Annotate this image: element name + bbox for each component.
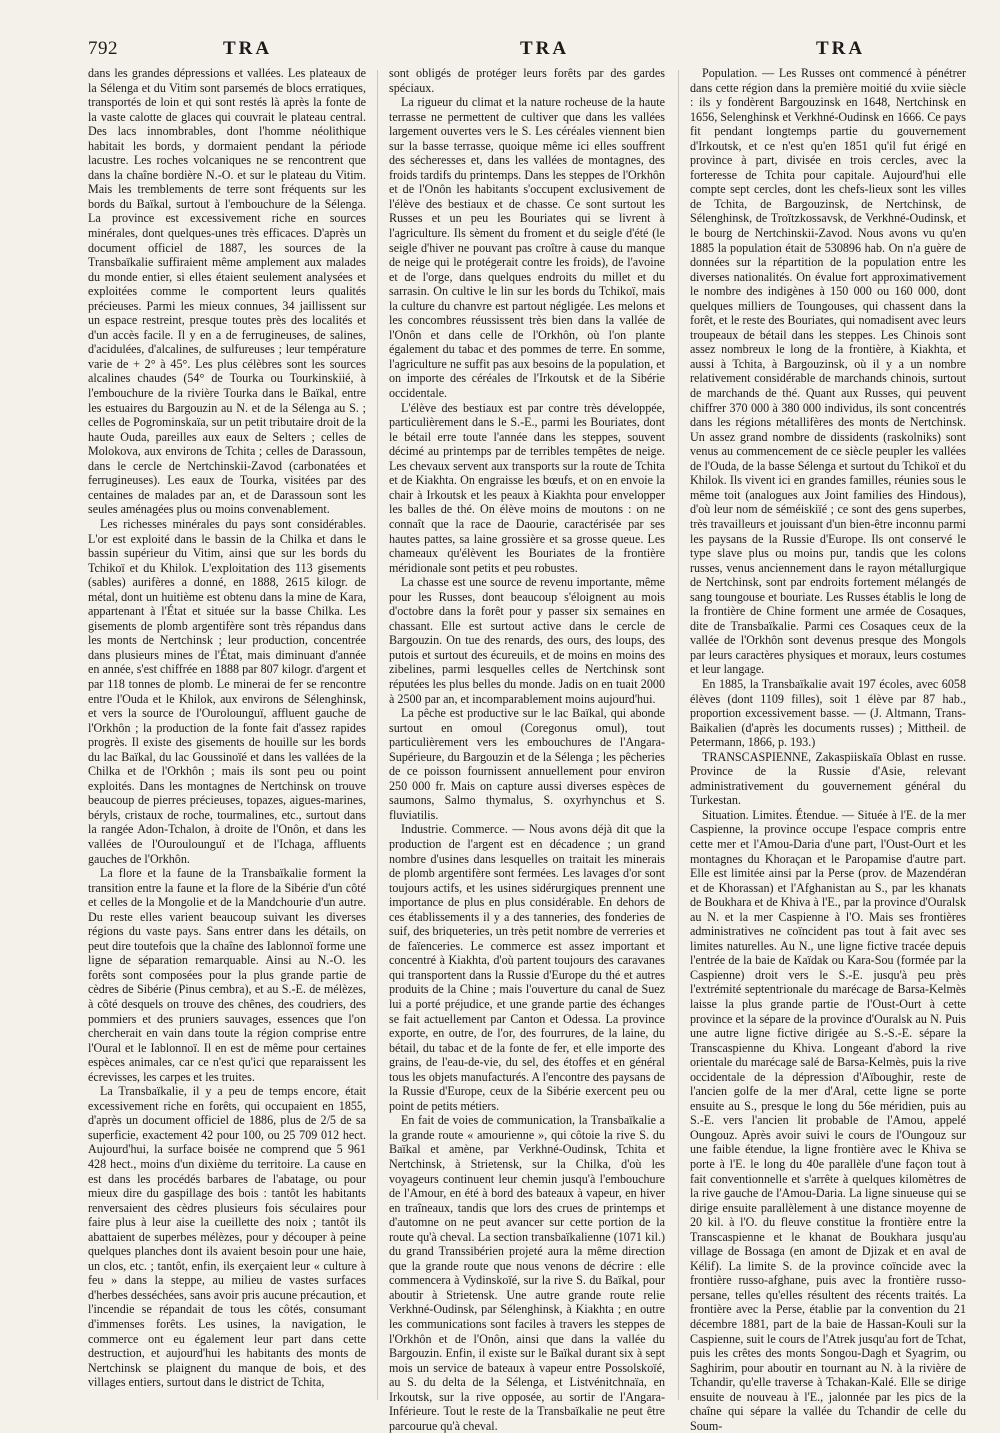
running-head-left: TRA bbox=[223, 38, 273, 59]
paragraph: Situation. Limites. Étendue. — Située à l'E. de la mer Caspienne, la province occupe l'espace compris entre cette mer et l'Amou-Daria d'une part, l'Oust-Ourt et les montagnes du Khoraçan et le Paropamise d'autre part. Elle est limitée ainsi par la Perse (prov. de Mazendéran et de Khorassan) et l'Afghanistan au S., par les khanats de Boukhara et de Khiva à l'E., par la province d'Ouralsk au N. et la mer Caspienne à l'O. Mais ses frontières administratives ne coïncident pas tout à fait avec ses limites naturelles. Au N., une ligne fictive tracée depuis l'entrée de la baie de Kaïdak ou Kara-Sou (formée par la Caspienne) droit vers le S.-E. jusqu'à peu près l'extrémité septentrionale du marécage de Barsa-Kelmès laisse la plus grande partie de l'Oust-Ourt à cette province et la sépare de la province d'Ouralsk au N. Puis une autre ligne fictive dirigée au S.-S.-E. sépare la Transcaspienne du Khiva. Longeant d'abord la rive orientale du marécage salé de Barsa-Kelmès, puis la rive occidentale de la dépression d'Aïboughir, reste de l'ancien golfe de la mer d'Aral, cette ligne se porte ensuite au S., presque le long du 56e méridien, puis au S.-E. vers l'ancien lit probable de l'Amou, appelé Oungouz. Après avoir suivi le cours de l'Oungouz sur une faible étendue, la ligne frontière avec le Khiva se porte à l'E. le long du 40e parallèle d'une façon tout à fait conventionnelle et s'arrête à quelques kilomètres de la rive gauche de l'Amou-Daria. La ligne sinueuse qui se dirige ensuite parallèlement à une distance moyenne de 20 kil. à l'O. du fleuve constitue la frontière entre la Transcaspienne et le khanat de Boukhara jusqu'au village de Bossaga (en amont de Djizak et en aval de Kélif). La limite S. de la province coïncide avec la frontière russo-afghane, puis avec la frontière russo-persane, telles qu'elles résultent des récents traités. La frontière avec la Perse, établie par la convention du 21 décembre 1881, part de la baie de Hassan-Kouli sur la Caspienne, suit le cours de l'Atrek jusqu'au fort de Tchat, puis les crêtes des monts Songou-Dagh et Syagrim, ou Saghirim, pour aboutir en tournant au N. à la rivière de Tchandir, qu'elle traverse à Tchakan-Kalé. Elle se dirige ensuite de nouveau à l'E., jalonnée par les pics de la chaîne qui sépare la vallée du Tchandir de celle du Soum- bbox=[690, 807, 966, 1433]
paragraph: En 1885, la Transbaïkalie avait 197 écoles, avec 6058 élèves (dont 1109 filles), soit 1 élève par 87 hab., proportion excessivement basse. — (J. Altmann, Trans-Baikalien (d'après les documents russes) ; Mittheil. de Petermann, 1866, p. 193.) bbox=[690, 676, 966, 750]
column-divider bbox=[377, 70, 378, 1400]
running-head-right: TRA bbox=[816, 38, 866, 59]
paragraph: En fait de voies de communication, la Transbaïkalie a la grande route « amourienne », qui côtoie la rive S. du Baïkal et amène, par Verkhné-Oudinsk, Tchita et Nertchinsk, à Strietensk, sur la Chilka, d'où les voyageurs continuent leur chemin jusqu'à l'embouchure de l'Amour, en été à bord des bateaux à vapeur, en hiver en traîneaux, tandis que lors des crues de printemps et d'automne on ne peut avancer sur cette portion de la route qu'à cheval. La section transbaïkalienne (1071 kil.) du grand Transsibérien projeté aura la même direction que la grande route que nous venons de décrire : elle commencera à Vydinskoïé, sur la rive S. du Baïkal, pour aboutir à Strietensk. Une autre grande route relie Verkhné-Oudinsk, par Sélenghinsk, à Kiakhta ; en outre les communications sont faciles à travers les steppes de l'Orkhôn et de l'Onôn, ainsi que dans la vallée du Bargouzin. Enfin, il existe sur le Baïkal durant six à sept mois un service de bateaux à vapeur entre Possolskoïé, au S. du delta de la Sélenga, et Listvénitchnaïa, en Irkoutsk, sur la rive opposée, au sortir de l'Angara-Inférieure. Tout le reste de la Transbaïkalie ne peut être parcourue qu'à cheval. bbox=[389, 1113, 665, 1433]
paragraph: sont obligés de protéger leurs forêts par des gardes spéciaux. bbox=[389, 66, 665, 95]
paragraph: La pêche est productive sur le lac Baïkal, qui abonde surtout en omoul (Coregonus omul), tout particulièrement vers les embouchures de l'Angara-Supérieure, du Bargouzin et de la Sélenga ; les pêcheries de ce poisson fournissent annuellement pour environ 250 000 fr. Mais on capture aussi diverses espèces de saumons, Salmo thymalus, S. oxyrhynchus et S. fluviatilis. bbox=[389, 706, 665, 822]
text-column-2 bbox=[389, 66, 665, 1433]
paragraph: La Transbaïkalie, il y a peu de temps encore, était excessivement riche en forêts, qui occupaient en 1855, d'après un document officiel de 1886, plus de 2/5 de sa superficie, exactement 42 pour 100, ou 25 709 012 hect. Aujourd'hui, la surface boisée ne comprend que 5 961 428 hect., moins d'un dixième du territoire. La cause en est dans les procédés barbares de l'abatage, ou pour mieux dire du gaspillage des bois : tantôt les habitants renversaient des cèdres plusieurs fois séculaires pour faire plus à leur aise la cueillette des noix ; tantôt ils abattaient de superbes mélèzes, pour y découper à peine quelques planches dont ils avaient besoin pour une haie, un clos, etc. ; tantôt, enfin, ils exerçaient leur « culture à feu » dans la steppe, au milieu de vastes surfaces d'herbes desséchées, sans avoir pris aucune précaution, et l'incendie se répandait de tous les côtés, consumant d'immenses forêts. Les usines, la navigation, le commerce ont eu également leur part dans cette destruction, et aujourd'hui les habitants des monts de Nertchinsk se plaignent du manque de bois, et des villages entiers, surtout dans le district de Tchita, bbox=[88, 1084, 366, 1390]
column-divider bbox=[678, 70, 679, 1400]
paragraph: La flore et la faune de la Transbaïkalie forment la transition entre la faune et la flore de la Sibérie d'un côté et celles de la Mongolie et de la Mandchourie d'un autre. Du reste elles varient beaucoup suivant les diverses régions du vaste pays. Sans entrer dans les détails, on peut dire toutefois que la chaîne des Iablonnoï forme une ligne de séparation remarquable. Ainsi au N.-O. les forêts sont composées pour la plus grande partie de cèdres de Sibérie (Pinus cembra), et au S.-E. de mélèzes, à côté desquels on trouve des chênes, des coudriers, des pommiers et des pruniers sauvages, essences que l'on chercherait en vain dans toute la région comprise entre l'Oural et le Iablonnoï. Il en est de même pour certaines espèces animales, car ce n'est qu'ici que reparaissent les écrevisses, les carpes et les truites. bbox=[88, 866, 366, 1084]
paragraph: L'élève des bestiaux est par contre très développée, particulièrement dans le S.-E., parmi les Bouriates, dont le bétail erre toute l'année dans les steppes, souvent décimé au printemps par de terribles tempêtes de neige. Les chevaux servent aux transports sur la route de Tchita et de Kiakhta. On engraisse les bœufs, et on en envoie la chair à Irkoutsk et les peaux à Kiakhta pour envelopper les balles de thé. On élève moins de moutons : on ne connaît que la race de Daourie, caractérisée par ses hautes pattes, sa laine grossière et sa grosse queue. Les chameaux qu'élèvent les Bouriates de la frontière méridionale sont petits et peu robustes. bbox=[389, 400, 665, 575]
paragraph: TRANSCASPIENNE, Zakaspiiskaïa Oblast en russe. Province de la Russie d'Asie, relevant administrativement du gouvernement général du Turkestan. bbox=[690, 749, 966, 808]
page-header bbox=[88, 38, 950, 68]
paragraph: Population. — Les Russes ont commencé à pénétrer dans cette région dans la première moitié du xviie siècle : ils y fondèrent Bargouzinsk en 1648, Nertchinsk en 1656, Selenghinsk et Verkhné-Oudinsk en 1666. Ce pays fit pendant longtemps partie du gouvernement d'Irkoutsk, et ce n'est qu'en 1851 qu'il fut érigé en province à part, divisée en trois cercles, avec la forteresse de Tchita pour capitale. Aujourd'hui elle compte sept cercles, dont les chefs-lieux sont les villes de Tchita, de Bargouzinsk, de Nertchinsk, de Sélenghinsk, de Troïtzkossavsk, de Verkhné-Oudinsk, et le bourg de Nertchinskii-Zavod. Nous avons vu qu'en 1885 la population était de 530896 hab. On n'a guère de données sur la répartition de la population entre les diverses nationalités. On évalue fort approximativement le nombre des indigènes à 150 000 ou 160 000, dont quelques milliers de Toungouses, qui chassent dans la forêt, et le reste des Bouriates, qui nomadisent avec leurs troupeaux de bétail dans les steppes. Les Chinois sont assez nombreux le long de la frontière, à Kiakhta, et aussi à Tchita, à Bargouzinsk, où il y a un nombre relativement considérable de marchands chinois, surtout de marchands de thé. Quant aux Russes, qui peuvent chiffrer 370 000 à 380 000 individus, ils sont concentrés dans les régions métallifères des monts de Nertchinsk. Un assez grand nombre de dissidents (raskolniks) sont venus au commencement de ce siècle peupler les vallées de l'Ouda, de la basse Sélenga et surtout du Tchikoï et du Khilok. Ils vivent ici en grandes familles, réunies sous le même toit (analogues aux Joint families des Hindous), d'où leur nom de séméiskiïé ; ce sont des gens superbes, très travailleurs et jouissant d'un bien-être inconnu parmi les paysans de la Russie d'Europe. Ils ont conservé le type slave plus ou moins pur, tandis que les colons russes, venus anciennement dans le rayon métallurgique de Nertchinsk, sont par endroits fortement mélangés de sang toungouse et bouriate. Les Russes établis le long de la frontière de Chine forment une armée de Cosaques, dite de Transbaïkalie. Parmi ces Cosaques ceux de la vallée de l'Orkhôn sont devenus presque des Mongols par leurs caractères physiques et moraux, leurs costumes et leur langage. bbox=[690, 66, 966, 677]
paragraph: Les richesses minérales du pays sont considérables. L'or est exploité dans le bassin de la Chilka et dans le bassin supérieur du Vitim, ainsi que sur les bords du Tchikoï et du Khilok. L'exploitation des 113 gisements (sables) aurifères a donné, en 1888, 2615 kilogr. de métal, dont un huitième est obtenu dans la mine de Kara, appartenant à l'État et située sur la basse Chilka. Les gisements de plomb argentifère sont très répandus dans les monts de Nertchinsk ; leur production, concentrée dans plusieurs mines de l'État, mais diminuant d'année en année, s'est chiffrée en 1888 par 807 kilogr. d'argent et par 118 tonnes de plomb. Le minerai de fer se rencontre entre l'Ouda et le Khilok, aux environs de Sélenghinsk, et vers la source de l'Ourolounguï, affluent gauche de l'Orkhôn ; la production de la fonte fait d'assez rapides progrès. Il existe des gisements de houille sur les bords du lac Baïkal, du lac Goussinoïé et dans les vallées de la Chilka et de l'Orkhôn ; mais ils sont peu ou point exploités. Dans les montagnes de Nertchinsk on trouve beaucoup de pierres précieuses, topazes, aigues-marines, béryls, cristaux de roche, tourmalines, etc., surtout dans la rangée Adon-Tchalon, à droite de l'Onôn, et dans les vallées de l'Ouroulounguï et de l'Ichaga, affluents gauches de l'Orkhôn. bbox=[88, 516, 366, 866]
text-column-3 bbox=[690, 66, 966, 1433]
running-head-center: TRA bbox=[520, 38, 570, 59]
paragraph: La chasse est une source de revenu importante, même pour les Russes, dont beaucoup s'éloignent au mois d'octobre dans la forêt pour y passer six semaines en chassant. Elle est surtout active dans le cercle de Bargouzin. On tue des renards, des ours, des loups, des putois et surtout des écureuils, et de moins en moins des zibelines, parmi lesquelles celles de Nertchinsk sont réputées les plus belles du monde. Jadis on en tuait 2000 à 2500 par an, et incomparablement moins aujourd'hui. bbox=[389, 575, 665, 706]
paragraph: La rigueur du climat et la nature rocheuse de la haute terrasse ne permettent de cultiver que dans les vallées largement ouvertes vers le S. Les céréales viennent bien sur la basse terrasse, quoique même ici elles souffrent des sécheresses et, dans les vallées de montagnes, des froids tardifs du printemps. Dans les steppes de l'Orkhôn et de l'Onôn les habitants s'occupent exclusivement de l'élève des bestiaux et de chasse. Ce sont surtout les Russes et un peu les Bouriates qui se livrent à l'agriculture. Ils sèment du froment et du seigle d'été (le seigle d'hiver ne pouvant pas croître à cause du manque de neige qui le protégerait contre les froids), de l'avoine et de l'orge, dans quelques endroits du millet et du sarrasin. On cultive le lin sur les bords du Tchikoï, mais la culture du chanvre est partout négligée. Les melons et les concombres réussissent très bien dans la vallée de l'Onôn et dans celle de l'Orkhôn, où l'on plante également du tabac et des pommes de terre. En somme, l'agriculture ne suffit pas aux besoins de la population, et on importe des céréales de l'Irkoutsk et de la Sibérie occidentale. bbox=[389, 95, 665, 401]
text-column-1 bbox=[88, 66, 366, 1404]
paragraph: Industrie. Commerce. — Nous avons déjà dit que la production de l'argent est en décadence ; un grand nombre d'usines dans lesquelles on traitait les minerais de plomb argentifère sont fermées. Les lavages d'or sont toujours actifs, et les usines sidérurgiques prennent une importance de plus en plus considérable. En dehors de ces établissements il y a des tanneries, des fonderies de suif, des briqueteries, un très petit nombre de verreries et de faïenceries. Le commerce est assez important et concentré à Kiakhta, d'où partent toujours des caravanes qui transportent dans la Russie d'Europe du thé et autres produits de la Chine ; mais l'ouverture du canal de Suez lui a porté préjudice, et une grande partie des échanges se fait actuellement par Canton et Odessa. La province exporte, en outre, de l'or, des fourrures, de la laine, du bétail, du tabac et de la fonte de fer, et elle importe des grains, de l'eau-de-vie, du sel, des étoffes et en général tous les objets manufacturés. A l'encontre des paysans de la Russie d'Europe, ceux de la Sibérie exercent peu ou point de petits métiers. bbox=[389, 822, 665, 1113]
page-number: 792 bbox=[88, 38, 118, 59]
paragraph: dans les grandes dépressions et vallées. Les plateaux de la Sélenga et du Vitim sont parsemés de blocs erratiques, transportés de loin et qui sont restés là après la fonte de la vaste calotte de glaces qui couvrait le plateau central. Des lacs innombrables, dont l'homme néolithique habitait les bords, y dormaient pendant la période lacustre. Les roches volcaniques ne se rencontrent que dans la chaîne bordière N.-O. et sur le plateau du Vitim. Mais les tremblements de terre sont fréquents sur les bords du Baïkal, surtout à l'embouchure de la Sélenga. La province est excessivement riche en sources minérales, dont quelques-unes très efficaces. D'après un document officiel de 1887, les sources de la Transbaïkalie suffiraient même amplement aux malades du monde entier, si elles étaient seulement analysées et exploitées comme le comportent leurs qualités précieuses. Parmi les mieux connues, 34 jaillissent sur un espace restreint, presque toutes près des localités et d'un accès facile. Il y en a de ferrugineuses, de salines, d'acidulées, d'alcalines, de sulfureuses ; leur température varie de + 2° à 45°. Les plus célèbres sont les sources alcalines chaudes (54° de Tourka ou Tourkinskiié, à l'embouchure de la rivière Tourka dans le Baïkal, entre les estuaires du Bargouzin au N. et de la Sélenga au S. ; celles de Pogrominskaïa, sur un petit tributaire droit de la haute Ouda, pareilles aux eaux de Selters ; celles de Molokova, aux environs de Tchita ; celles de Darassoun, dans le cercle de Nertchinskii-Zavod (carbonatées et ferrugineuses). Les eaux de Tourka, visitées par des centaines de malades par an, et de Darassoun sont les seules aménagées plus ou moins convenablement. bbox=[88, 66, 366, 517]
